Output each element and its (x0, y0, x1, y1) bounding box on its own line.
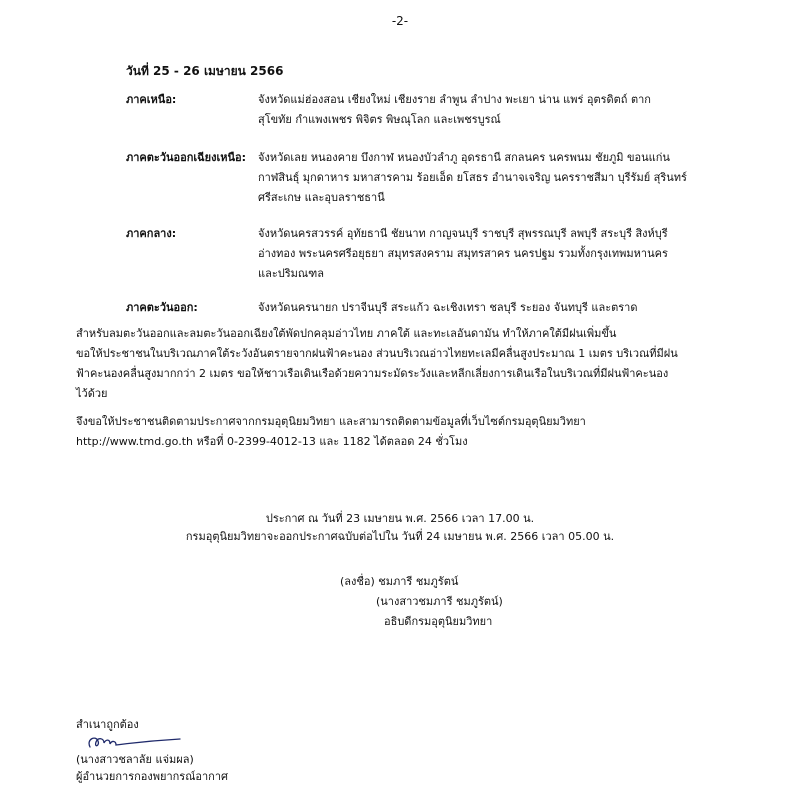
signatory-signed: (ลงชื่อ) ชมภารี ชมภูรัตน์ (340, 575, 459, 588)
paragraph-contact-info: จึงขอให้ประชาชนติดตามประกาศจากกรมอุตุนิยมวิทยา และสามารถติดตามข้อมูลที่เว็บไซต์กรมอุตุนิยมวิทยา http://www.tmd.go.th หรือที่ 0-2399-4012-13 และ 1182 ได้ตลอด 24 ชั่วโมง (76, 415, 586, 448)
certified-copy-position: ผู้อำนวยการกองพยากรณ์อากาศ (76, 770, 229, 783)
signatory-position: อธิบดีกรมอุตุนิยมวิทยา (384, 615, 493, 628)
region-central (126, 224, 736, 284)
certified-copy-block (76, 716, 228, 785)
certified-copy-name: (นางสาวชลาลัย แจ่มผล) (76, 753, 194, 766)
handwritten-signature-icon (76, 733, 186, 751)
date-heading: วันที่ 25 - 26 เมษายน 2566 (126, 64, 284, 78)
region-north (126, 90, 736, 130)
region-provinces: จังหวัดนครนายก ปราจีนบุรี สระแก้ว ฉะเชิงเทรา ชลบุรี ระยอง จันทบุรี และตราด (258, 301, 638, 314)
region-label: ภาคเหนือ: (126, 93, 177, 106)
region-label: ภาคกลาง: (126, 227, 177, 240)
paragraph-wind-warning: สำหรับลมตะวันออกและลมตะวันออกเฉียงใต้พัดปกคลุมอ่าวไทย ภาคใต้ และทะเลอันดามัน ทำให้ภาคใต้มีฝนเพิ่มขึ้น ขอให้ประชาชนในบริเวณภาคใต้ระวังอันตรายจากฝนฟ้าคะนอง ส่วนบริเวณอ่าวไทยทะเลมีคลื่นสูงประมาณ 1 เมตร บริเวณที่มีฝน ฟ้าคะนองคลื่นสูงมากกว่า 2 เมตร ขอให้ชาวเรือเดินเรือด้วยความระมัดระวังและหลีกเลี่ยงการเดินเรือในบริเวณที่มีฝนฟ้าคะนอง ไว้ด้วย (76, 327, 678, 400)
region-provinces: จังหวัดนครสวรรค์ อุทัยธานี ชัยนาท กาญจนบุรี ราชบุรี สุพรรณบุรี ลพบุรี สระบุรี สิงห์บุรี อ่างทอง พระนครศรีอยุธยา สมุทรสงคราม สมุทรสาคร นครปฐม รวมทั้งกรุงเทพมหานคร และปริมณฑล (258, 227, 668, 280)
signatory-full-name: (นางสาวชมภารี ชมภูรัตน์) (376, 595, 503, 608)
announcement-issued: ประกาศ ณ วันที่ 23 เมษายน พ.ศ. 2566 เวลา 17.00 น. (265, 512, 535, 525)
certified-copy-title: สำเนาถูกต้อง (76, 718, 139, 731)
region-label: ภาคตะวันออกเฉียงเหนือ: (126, 151, 247, 164)
announcement-next: กรมอุตุนิยมวิทยาจะออกประกาศฉบับต่อไปใน วันที่ 24 เมษายน พ.ศ. 2566 เวลา 05.00 น. (185, 530, 615, 543)
region-northeast (126, 148, 736, 208)
page-number: -2- (391, 14, 409, 28)
region-label: ภาคตะวันออก: (126, 301, 198, 314)
signatory-block (340, 572, 503, 632)
region-provinces: จังหวัดเลย หนองคาย บึงกาฬ หนองบัวลำภู อุดรธานี สกลนคร นครพนม ชัยภูมิ ขอนแก่น กาฬสินธุ์ มุกดาหาร มหาสารคาม ร้อยเอ็ด ยโสธร อำนาจเจริญ นครราชสีมา บุรีรัมย์ สุรินทร์ ศรีสะเกษ และอุบลราชธานี (258, 151, 687, 204)
region-east (126, 298, 736, 318)
region-provinces: จังหวัดแม่ฮ่องสอน เชียงใหม่ เชียงราย ลำพูน ลำปาง พะเยา น่าน แพร่ อุตรดิตถ์ ตาก สุโขทัย กำแพงเพชร พิจิตร พิษณุโลก และเพชรบูรณ์ (258, 93, 651, 126)
